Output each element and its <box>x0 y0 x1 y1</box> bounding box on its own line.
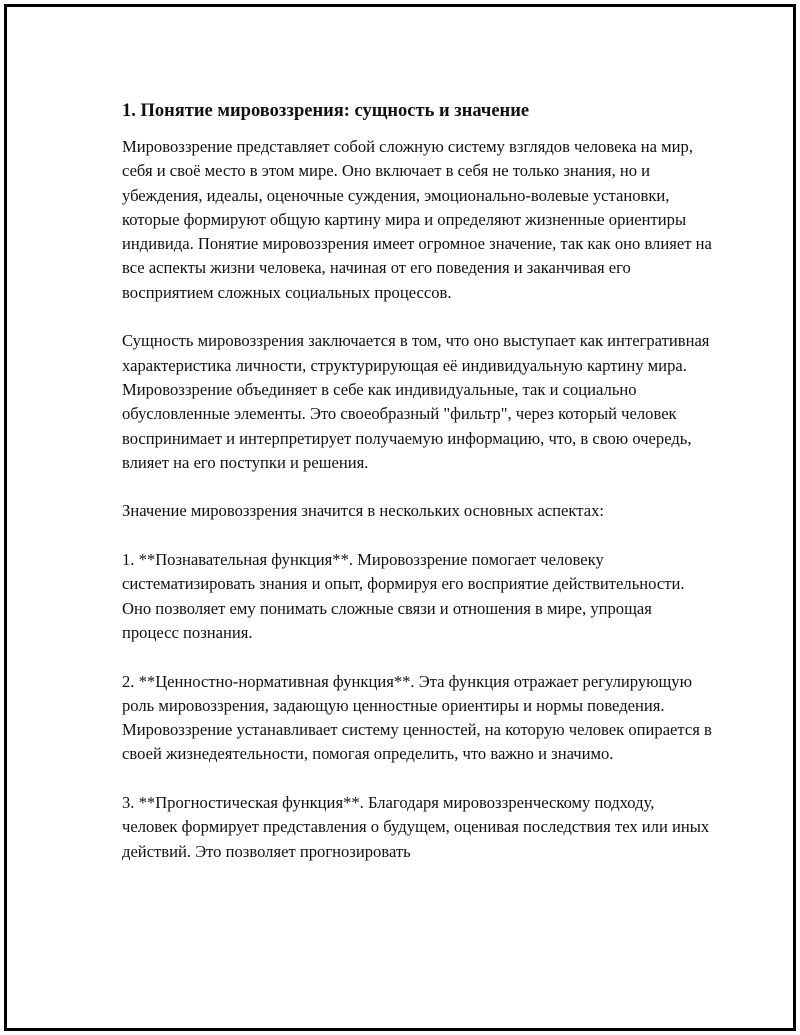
paragraph-essence: Сущность мировоззрения заключается в том, что оно выступает как интегративная характеристика личности, структурирующая её индивидуальную картину мира. Мировоззрение объединяет в себе как индивидуальные, так и социально обусловленные элементы. Это своеобразный "фильтр", через который человек воспринимает и интерпретирует получаемую информацию, что, в свою очередь, влияет на его поступки и решения. <box>122 331 710 472</box>
document-content <box>122 99 712 888</box>
paragraph-cognitive-function: 1. **Познавательная функция**. Мировоззрение помогает человеку систематизировать знания и опыт, формируя его восприятие действительности. Оно позволяет ему понимать сложные связи и отношения в мире, упрощая процесс познания. <box>122 550 685 642</box>
paragraph-significance-intro: Значение мировоззрения значится в нескольких основных аспектах: <box>122 501 604 521</box>
paragraph-prognostic-function: 3. **Прогностическая функция**. Благодаря мировоззренческому подходу, человек формирует представления о будущем, оценивая последствия тех или иных действий. Это позволяет прогнозировать <box>122 793 710 861</box>
document-page <box>4 4 796 1031</box>
section-heading: 1. Понятие мировоззрения: сущность и значение <box>122 101 530 121</box>
paragraph-value-function: 2. **Ценностно-нормативная функция**. Эта функция отражает регулирующую роль мировоззрения, задающую ценностные ориентиры и нормы поведения. Мировоззрение устанавливает систему ценностей, на которую человек опирается в своей жизнедеятельности, помогая определить, что важно и значимо. <box>122 671 712 764</box>
paragraph-definition: Мировоззрение представляет собой сложную систему взглядов человека на мир, себя и своё место в этом мире. Оно включает в себя не только знания, но и убеждения, идеалы, оценочные суждения, эмоционально-волевые установки, которые формируют общую картину мира и определяют жизненные ориентиры индивида. Понятие мировоззрения имеет огромное значение, так как оно влияет на все аспекты жизни человека, начиная от его поведения и заканчивая его восприятием сложных социальных процессов. <box>122 137 712 302</box>
